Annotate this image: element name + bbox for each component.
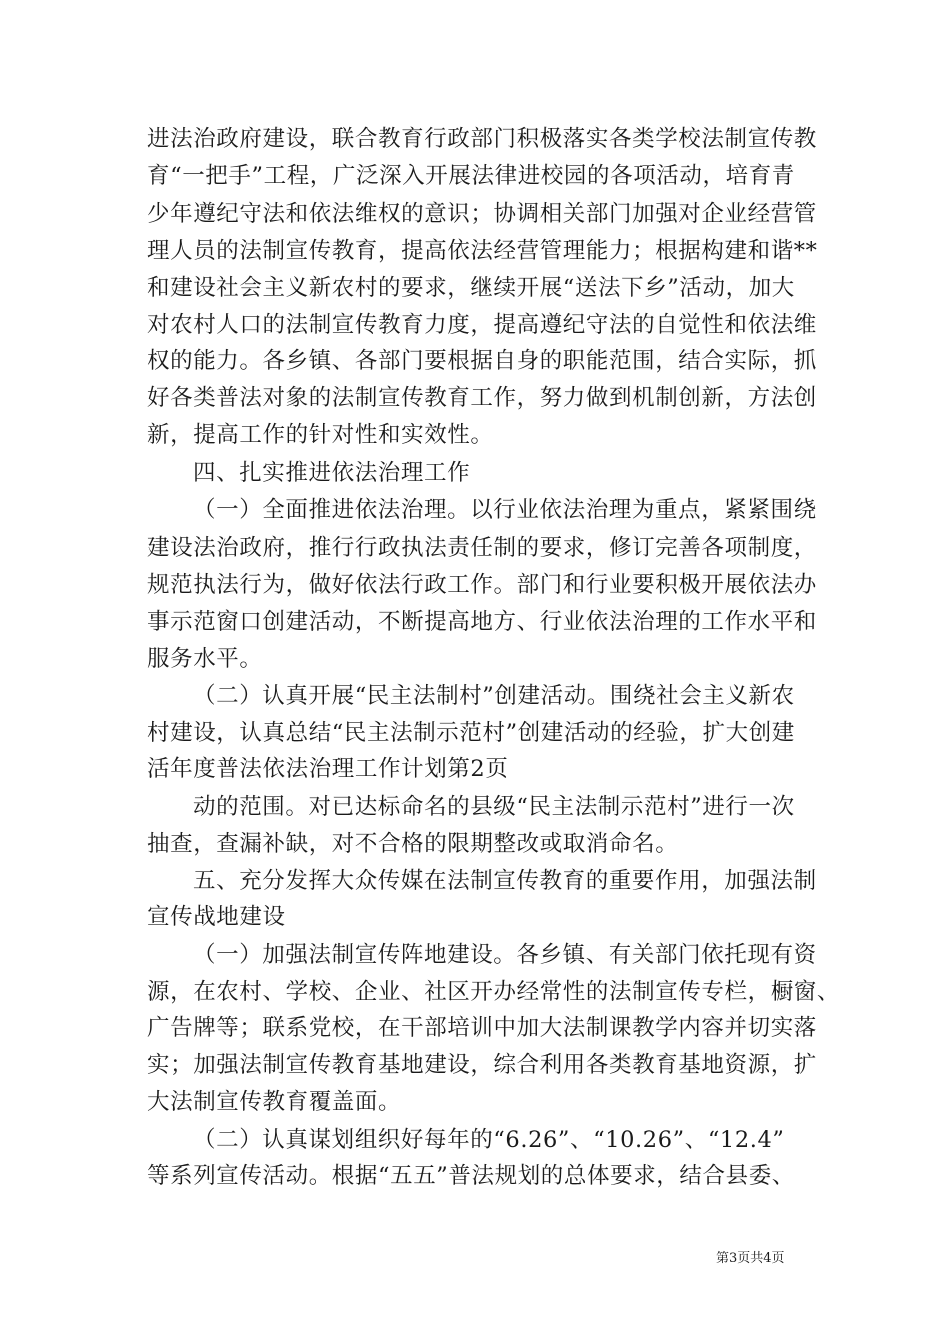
body-line: 进法治政府建设，联合教育行政部门积极落实各类学校法制宣传教 [147,126,817,152]
body-line: 广告牌等；联系党校，在干部培训中加大法制课教学内容并切实落 [147,1015,817,1041]
body-line: 权的能力。各乡镇、各部门要根据自身的职能范围，结合实际，抓 [147,348,817,374]
body-line: 对农村人口的法制宣传教育力度，提高遵纪守法的自觉性和依法维 [147,312,817,338]
body-line: 实；加强法制宣传教育基地建设，综合利用各类教育基地资源，扩 [147,1052,817,1078]
section-heading-5-cont: 宣传战地建设 [147,904,286,930]
body-line: 建设法治政府，推行行政执法责任制的要求，修订完善各项制度， [147,535,817,561]
body-line: 理人员的法制宣传教育，提高依法经营管理能力；根据构建和谐** [147,238,818,264]
body-line: 好各类普法对象的法制宣传教育工作，努力做到机制创新，方法创 [147,385,817,411]
page-number-footer: 第3页共4页 [716,1251,785,1266]
body-line: 等系列宣传活动。根据“五五”普法规划的总体要求，结合县委、 [147,1163,795,1189]
section-heading-5: 五、充分发挥大众传媒在法制宣传教育的重要作用，加强法制 [193,868,817,894]
body-line: （二）认真谋划组织好每年的“6.26”、“10.26”、“12.4” [193,1127,785,1153]
body-line: 育“一把手”工程，广泛深入开展法律进校园的各项活动，培育青 [147,163,795,189]
body-line: 村建设，认真总结“民主法制示范村”创建活动的经验，扩大创建 [147,720,795,746]
body-line: 少年遵纪守法和依法维权的意识；协调相关部门加强对企业经营管 [147,201,817,227]
body-line: 活年度普法依法治理工作计划第2页 [147,756,509,782]
body-line: 大法制宣传教育覆盖面。 [147,1089,402,1115]
body-line: 动的范围。对已达标命名的县级“民主法制示范村”进行一次 [193,794,795,820]
body-line: 源，在农村、学校、企业、社区开办经常性的法制宣传专栏，橱窗、 [147,979,841,1005]
body-line: 新，提高工作的针对性和实效性。 [147,422,494,448]
body-line: 服务水平。 [147,646,263,672]
body-line: 抽查，查漏补缺，对不合格的限期整改或取消命名。 [147,831,679,857]
body-line: 和建设社会主义新农村的要求，继续开展“送法下乡”活动，加大 [147,275,795,301]
body-line: （二）认真开展“民主法制村”创建活动。围绕社会主义新农 [193,683,795,709]
body-line: （一）全面推进依法治理。以行业依法治理为重点，紧紧围绕 [193,497,817,523]
body-line: 事示范窗口创建活动，不断提高地方、行业依法治理的工作水平和 [147,609,817,635]
body-line: （一）加强法制宣传阵地建设。各乡镇、有关部门依托现有资 [193,942,817,968]
body-line: 规范执法行为，做好依法行政工作。部门和行业要积极开展依法办 [147,572,817,598]
section-heading-4: 四、扎实推进依法治理工作 [193,460,471,486]
